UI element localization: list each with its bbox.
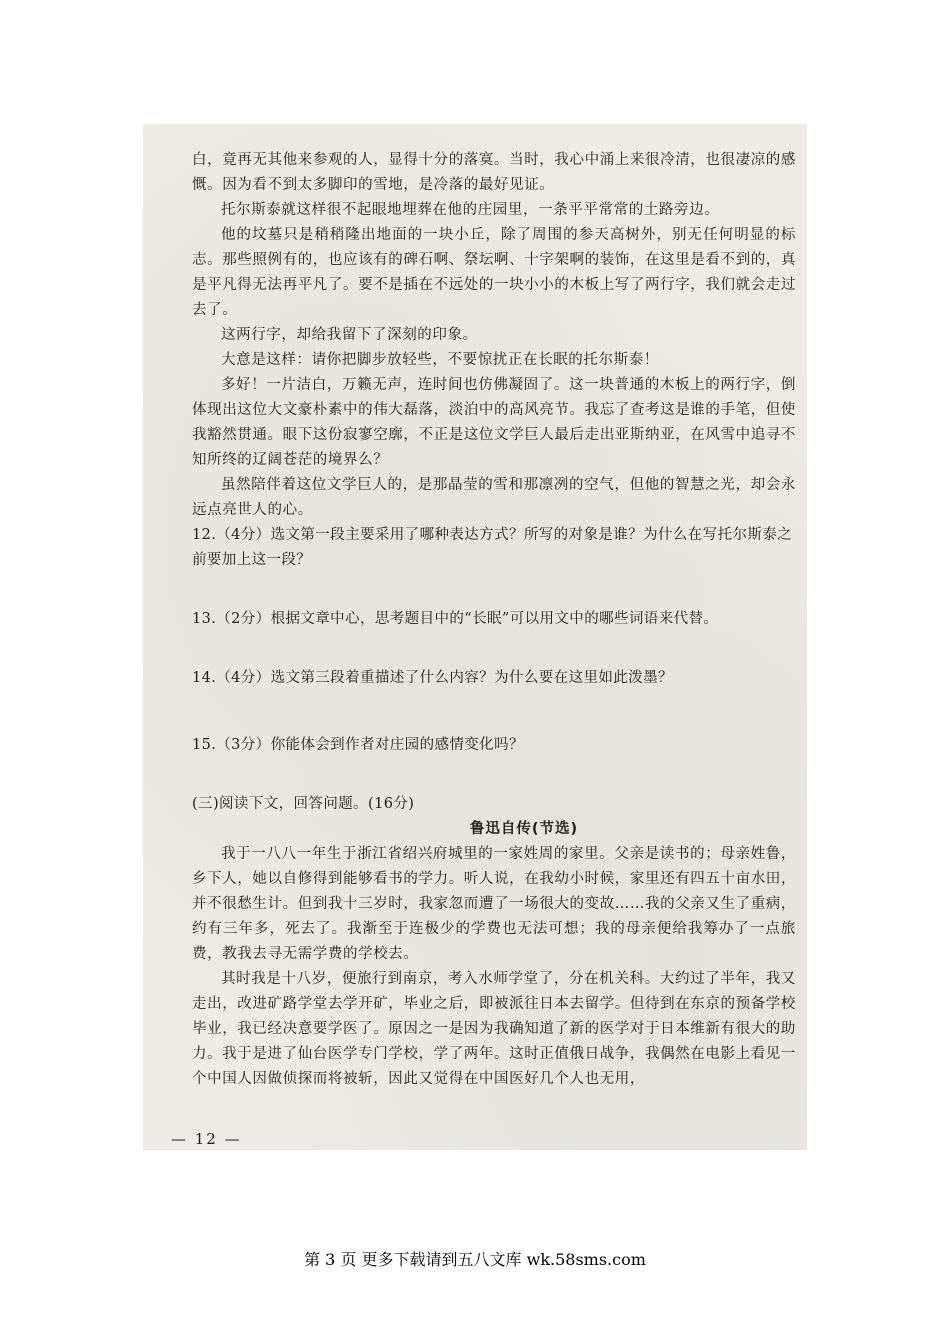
section-heading: (三)阅读下文，回答问题。(16分) — [192, 796, 415, 812]
paragraph: 大意是这样：请你把脚步放轻些，不要惊扰正在长眠的托尔斯泰！ — [221, 352, 659, 368]
question-15: 15.（3分）你能体会到作者对庄园的感情变化吗？ — [192, 737, 524, 753]
paragraph: 白，竟再无其他来参观的人，显得十分的落寞。当时，我心中涌上来很冷清，也很凄凉的感慨。因为看不到太多脚印的雪地，是冷落的最好见证。 — [192, 152, 796, 193]
scanned-page — [143, 124, 807, 1150]
paragraph: 他的坟墓只是稍稍隆出地面的一块小丘，除了周围的参天高树外，别无任何明显的标志。那些照例有的，也应该有的碑石啊、祭坛啊、十字架啊的装饰，在这里是看不到的，真是平凡得无法再平凡了。要不是插在不远处的一块小小的木板上写了两行字，我们就会走过去了。 — [192, 227, 796, 318]
question-12: 12.（4分）选文第一段主要采用了哪种表达方式？所写的对象是谁？为什么在写托尔斯泰之前要加上这一段？ — [192, 527, 793, 568]
paragraph: 虽然陪伴着这位文学巨人的，是那晶莹的雪和那凛冽的空气，但他的智慧之光，却会永远点亮世人的心。 — [192, 477, 796, 518]
paragraph: 托尔斯泰就这样很不起眼地埋葬在他的庄园里，一条平平常常的土路旁边。 — [221, 202, 720, 218]
page-number: — 12 — — [171, 1130, 242, 1148]
page-content — [192, 148, 796, 1092]
article-title: 鲁迅自传(节选) — [469, 821, 579, 837]
question-13: 13.（2分）根据文章中心，思考题目中的“长眠”可以用文中的哪些词语来代替。 — [192, 611, 719, 627]
paragraph: 多好！一片洁白，万籁无声，连时间也仿佛凝固了。这一块普通的木板上的两行字，倒体现出这位大文豪朴素中的伟大磊落，淡泊中的高风亮节。我忘了查考这是谁的手笔，但使我豁然贯通。眼下这份寂寥空廓，不正是这位文学巨人最后走出亚斯纳亚，在风雪中追寻不知所终的辽阔苍茫的境界么？ — [192, 377, 796, 468]
paragraph: 这两行字，却给我留下了深刻的印象。 — [221, 327, 478, 343]
paragraph: 我于一八八一年生于浙江省绍兴府城里的一家姓周的家里。父亲是读书的；母亲姓鲁，乡下人，她以自修得到能够看书的学力。听人说，在我幼小时候，家里还有四五十亩水田，并不很愁生计。但到我十三岁时，我家忽而遭了一场很大的变故……我的父亲又生了重病，约有三年多，死去了。我渐至于连极少的学费也无法可想；我的母亲便给我筹办了一点旅费，教我去寻无需学费的学校去。 — [192, 846, 796, 962]
footer-text: 第 3 页 更多下载请到五八文库 wk.58sms.com — [304, 1250, 646, 1269]
question-14: 14.（4分）选文第三段着重描述了什么内容？为什么要在这里如此泼墨？ — [192, 670, 673, 686]
paragraph: 其时我是十八岁，便旅行到南京，考入水师学堂了，分在机关科。大约过了半年，我又走出，改进矿路学堂去学开矿，毕业之后，即被派往日本去留学。但待到在东京的预备学校毕业，我已经决意要学医了。原因之一是因为我确知道了新的医学对于日本维新有很大的助力。我于是进了仙台医学专门学校，学了两年。这时正值俄日战争，我偶然在电影上看见一个中国人因做侦探而将被斩，因此又觉得在中国医好几个人也无用， — [192, 971, 796, 1087]
